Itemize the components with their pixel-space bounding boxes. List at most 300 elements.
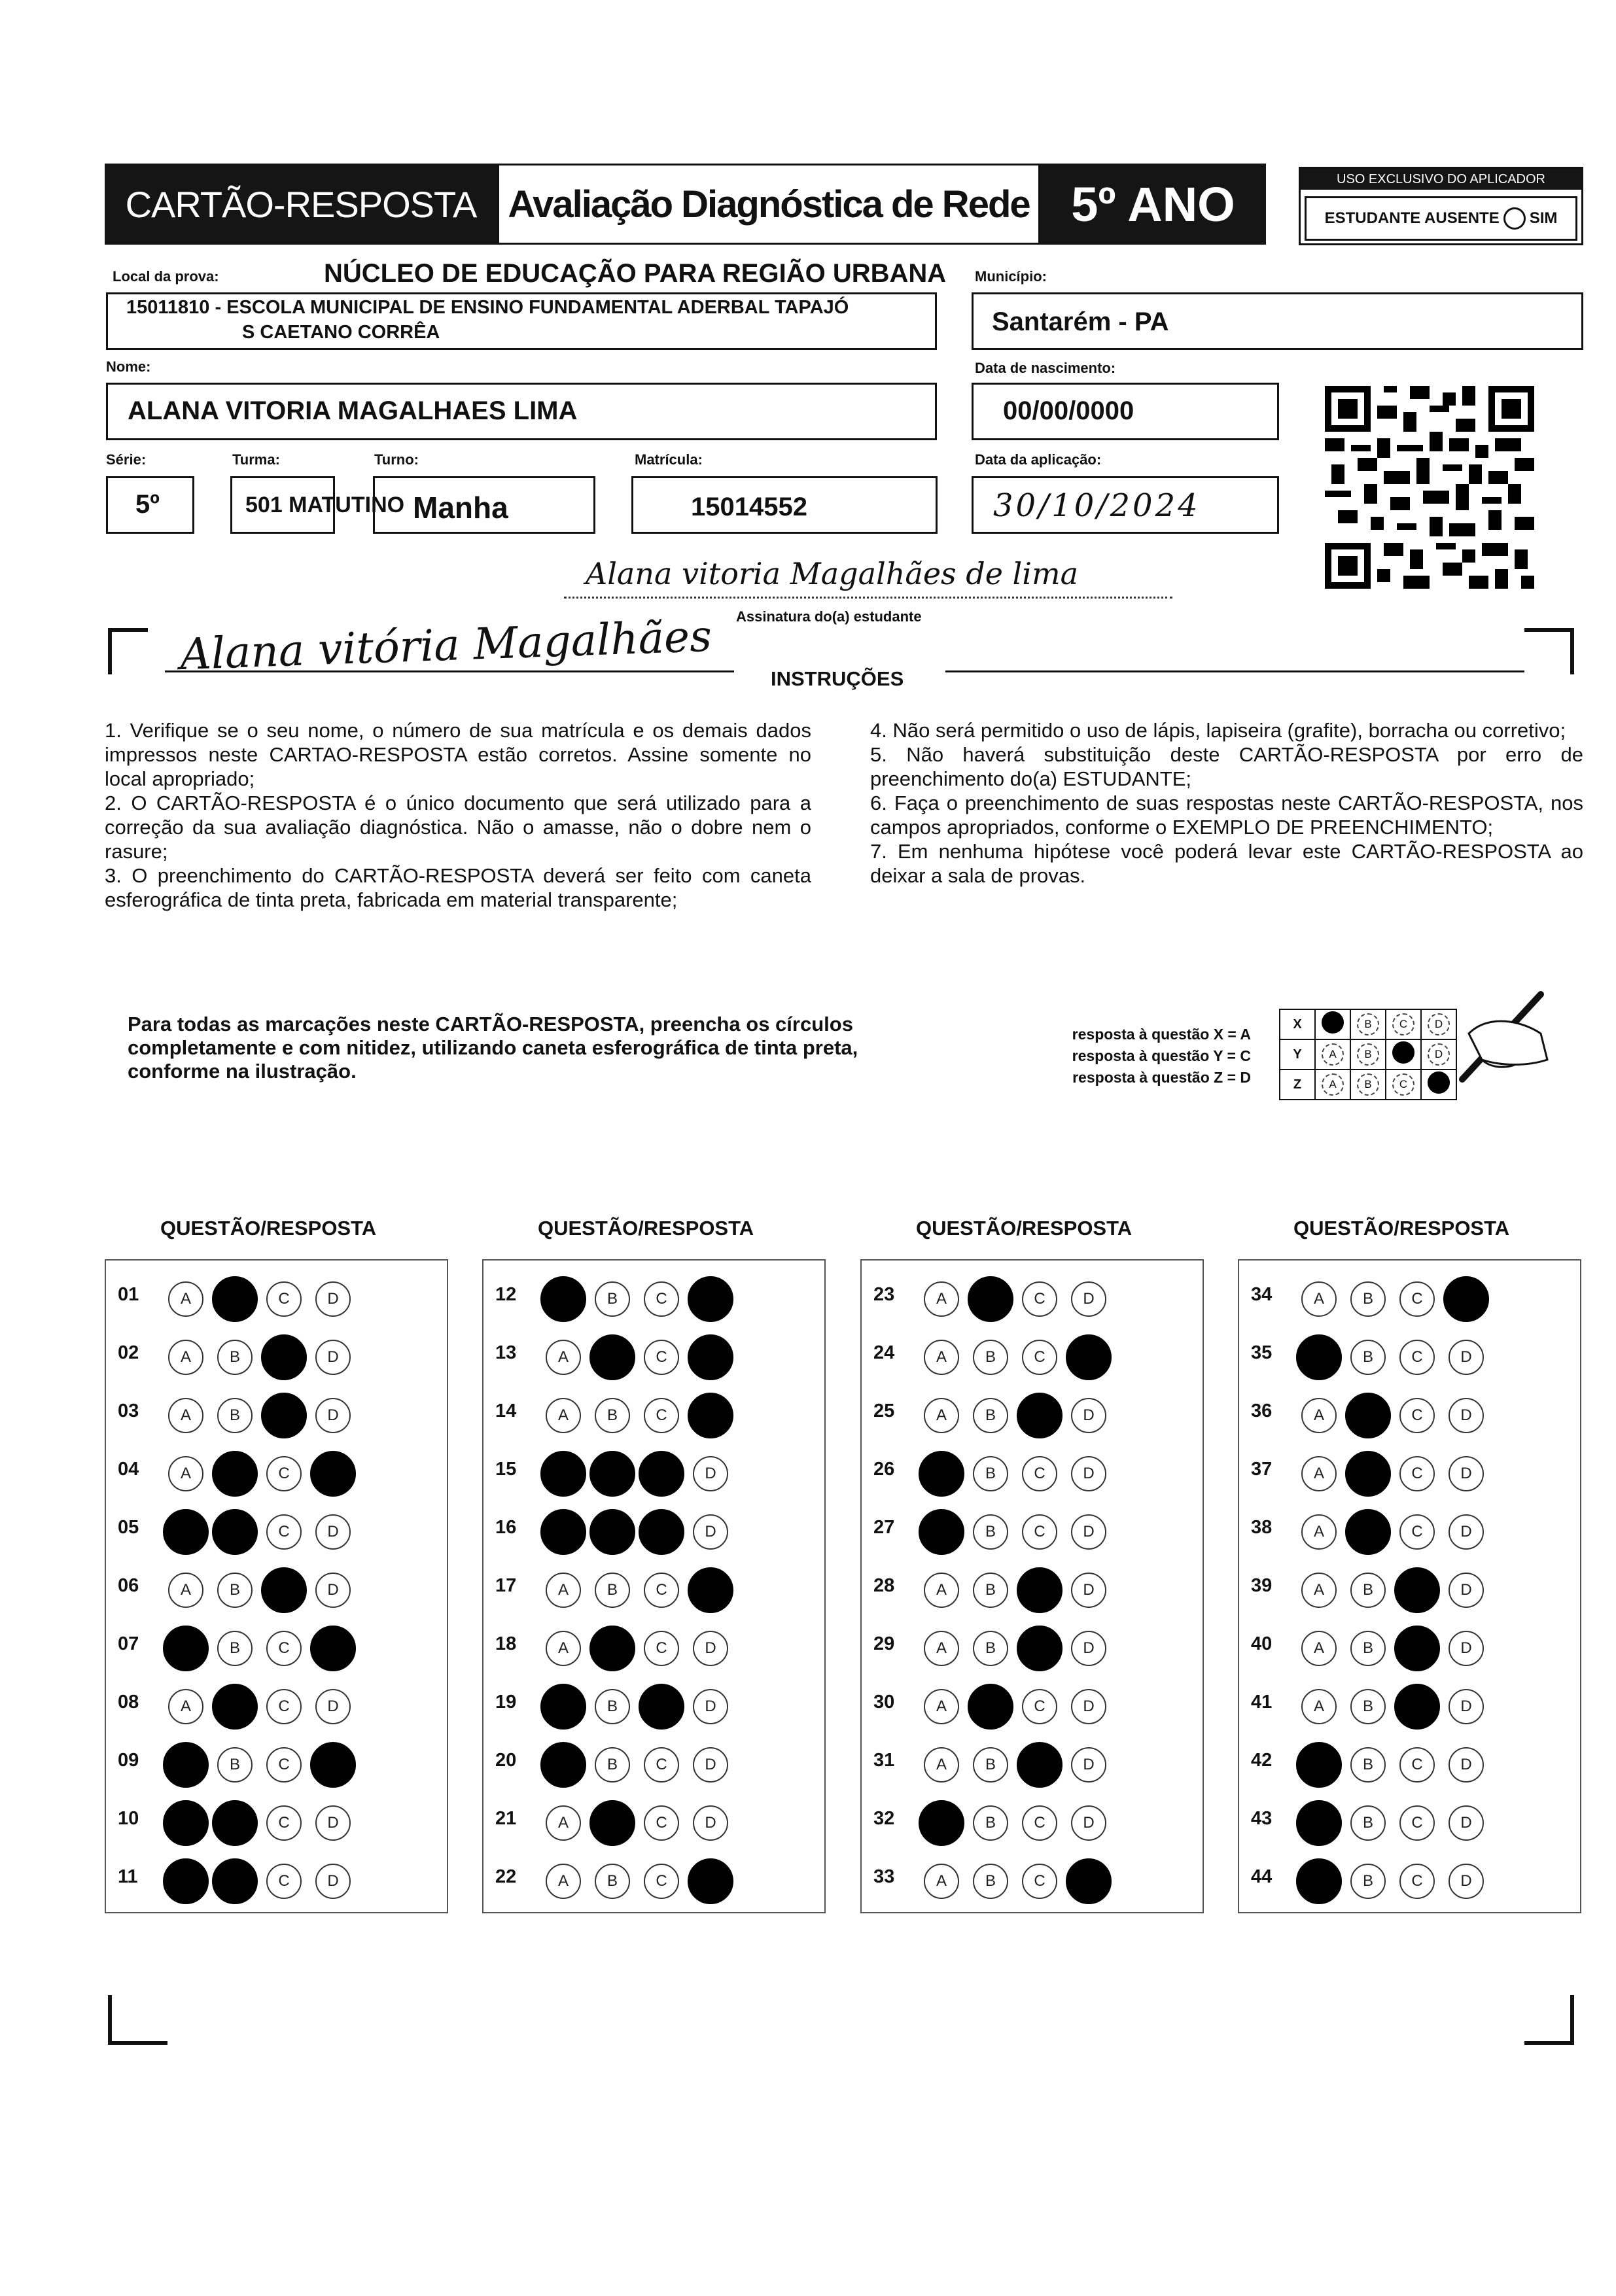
answer-row bbox=[862, 1559, 1203, 1617]
answer-bubble-c[interactable]: C bbox=[1022, 1456, 1057, 1491]
corner-mark-bottom-right bbox=[1524, 1995, 1574, 2045]
question-number: 10 bbox=[118, 1808, 139, 1829]
answer-bubble-c[interactable]: C bbox=[1022, 1340, 1057, 1375]
answer-bubble-a[interactable]: A bbox=[546, 1805, 581, 1841]
answer-bubble-b[interactable] bbox=[1345, 1451, 1391, 1497]
answer-bubble-a[interactable]: A bbox=[924, 1340, 959, 1375]
shift-box bbox=[373, 476, 595, 534]
answer-row bbox=[483, 1559, 824, 1617]
answer-bubble-a[interactable]: A bbox=[168, 1689, 203, 1724]
answer-row bbox=[862, 1618, 1203, 1675]
question-number: 36 bbox=[1251, 1400, 1273, 1421]
answer-bubble-d[interactable]: D bbox=[1449, 1689, 1484, 1724]
answer-bubble-d[interactable]: D bbox=[1071, 1805, 1106, 1841]
answer-bubble-c[interactable]: C bbox=[1022, 1805, 1057, 1841]
answer-bubble-c[interactable] bbox=[1394, 1626, 1440, 1671]
answer-bubble-b[interactable]: B bbox=[595, 1747, 630, 1783]
answer-bubble-d[interactable]: D bbox=[315, 1864, 351, 1899]
answer-bubble-a[interactable]: A bbox=[168, 1398, 203, 1433]
answer-bubble-a[interactable]: A bbox=[924, 1573, 959, 1608]
answer-bubble-b[interactable]: B bbox=[1350, 1573, 1386, 1608]
answer-row bbox=[483, 1851, 824, 1908]
answer-bubble-d[interactable]: D bbox=[1449, 1456, 1484, 1491]
answer-bubble-c[interactable] bbox=[1017, 1567, 1063, 1613]
answer-bubble-c[interactable]: C bbox=[266, 1864, 302, 1899]
answer-bubble-d[interactable] bbox=[1066, 1858, 1112, 1904]
answer-bubble-c[interactable]: C bbox=[1399, 1281, 1435, 1317]
answer-bubble-d[interactable]: D bbox=[1449, 1805, 1484, 1841]
answer-bubble-d[interactable]: D bbox=[1071, 1398, 1106, 1433]
question-number: 34 bbox=[1251, 1284, 1273, 1305]
answer-bubble-c[interactable]: C bbox=[644, 1398, 679, 1433]
answer-bubble-d[interactable] bbox=[688, 1858, 733, 1904]
yes-label: SIM bbox=[1529, 209, 1558, 227]
answer-bubble-b[interactable]: B bbox=[217, 1573, 253, 1608]
answer-bubble-d[interactable]: D bbox=[1071, 1689, 1106, 1724]
answer-row bbox=[483, 1792, 824, 1850]
answer-row bbox=[106, 1327, 447, 1384]
answer-bubble-c[interactable]: C bbox=[644, 1805, 679, 1841]
answer-bubble-b[interactable] bbox=[212, 1509, 258, 1555]
answer-bubble-d[interactable]: D bbox=[693, 1689, 728, 1724]
answer-bubble-b[interactable] bbox=[968, 1276, 1013, 1322]
answer-row bbox=[483, 1385, 824, 1442]
class-label: Turma: bbox=[232, 451, 280, 468]
answer-bubble-d[interactable]: D bbox=[1071, 1747, 1106, 1783]
answer-bubble-d[interactable] bbox=[310, 1451, 356, 1497]
enrollment-label: Matrícula: bbox=[635, 451, 703, 468]
answer-bubble-c[interactable]: C bbox=[1022, 1689, 1057, 1724]
answer-bubble-a[interactable]: A bbox=[924, 1689, 959, 1724]
answer-bubble-a[interactable] bbox=[540, 1742, 586, 1788]
answer-bubble-c[interactable]: C bbox=[1399, 1398, 1435, 1433]
answer-bubble-b[interactable] bbox=[589, 1451, 635, 1497]
answer-row bbox=[862, 1327, 1203, 1384]
answer-bubble-c[interactable]: C bbox=[644, 1573, 679, 1608]
instruction-6: 6. Faça o preenchimento de suas respostas neste CARTÃO-RESPOSTA, nos campos apropriados, conforme o EXEMPLO DE PREENCHIMENTO; bbox=[870, 791, 1583, 839]
answer-bubble-a[interactable] bbox=[540, 1684, 586, 1730]
fill-instruction: Para todas as marcações neste CARTÃO-RESPOSTA, preencha os círculos completamente e com nitidez, utilizando caneta esferográfica de tinta preta, conforme na ilustração. bbox=[128, 1013, 858, 1083]
answer-row bbox=[1239, 1851, 1580, 1908]
answer-bubble-b[interactable]: B bbox=[973, 1340, 1008, 1375]
question-number: 18 bbox=[495, 1633, 517, 1654]
answer-bubble-d[interactable]: D bbox=[693, 1805, 728, 1841]
answer-row bbox=[106, 1385, 447, 1442]
answer-bubble-b[interactable]: B bbox=[217, 1747, 253, 1783]
answer-bubble-c[interactable]: C bbox=[266, 1631, 302, 1666]
answer-row bbox=[106, 1676, 447, 1733]
question-number: 06 bbox=[118, 1575, 139, 1596]
answer-bubble-c[interactable]: C bbox=[1399, 1747, 1435, 1783]
answer-bubble-b[interactable]: B bbox=[595, 1864, 630, 1899]
answer-bubble-a[interactable]: A bbox=[924, 1631, 959, 1666]
answer-bubble-a[interactable] bbox=[919, 1451, 964, 1497]
answer-bubble-a[interactable]: A bbox=[1301, 1398, 1337, 1433]
answer-bubble-d[interactable]: D bbox=[1071, 1514, 1106, 1550]
answer-bubble-a[interactable]: A bbox=[546, 1398, 581, 1433]
answer-bubble-a[interactable]: A bbox=[546, 1864, 581, 1899]
question-number: 19 bbox=[495, 1692, 517, 1713]
absent-bubble[interactable] bbox=[1503, 207, 1526, 230]
answer-bubble-c[interactable] bbox=[1394, 1684, 1440, 1730]
answer-column bbox=[105, 1259, 448, 1913]
answer-bubble-c[interactable]: C bbox=[1022, 1514, 1057, 1550]
answer-bubble-a[interactable] bbox=[1296, 1334, 1342, 1380]
answer-bubble-a[interactable]: A bbox=[924, 1747, 959, 1783]
answer-bubble-d[interactable] bbox=[688, 1393, 733, 1438]
answer-bubble-d[interactable] bbox=[688, 1567, 733, 1613]
birth-date-value: 00/00/0000 bbox=[1003, 396, 1134, 425]
series-label: Série: bbox=[106, 451, 147, 468]
answer-bubble-d[interactable]: D bbox=[1449, 1864, 1484, 1899]
answer-bubble-d[interactable]: D bbox=[693, 1631, 728, 1666]
answer-bubble-a[interactable]: A bbox=[546, 1631, 581, 1666]
answer-bubble-b[interactable]: B bbox=[973, 1514, 1008, 1550]
question-number: 28 bbox=[873, 1575, 895, 1596]
answer-bubble-b[interactable]: B bbox=[595, 1281, 630, 1317]
answer-bubble-d[interactable]: D bbox=[315, 1689, 351, 1724]
answer-bubble-c[interactable]: C bbox=[1022, 1864, 1057, 1899]
answer-bubble-a[interactable] bbox=[540, 1451, 586, 1497]
question-number: 01 bbox=[118, 1284, 139, 1305]
exam-location-label: Local da prova: bbox=[113, 268, 219, 285]
answer-bubble-a[interactable]: A bbox=[1301, 1631, 1337, 1666]
grade-label: 5º ANO bbox=[1040, 164, 1266, 245]
answer-bubble-d[interactable]: D bbox=[693, 1747, 728, 1783]
answer-row bbox=[106, 1501, 447, 1559]
answer-bubble-b[interactable]: B bbox=[595, 1398, 630, 1433]
question-number: 41 bbox=[1251, 1692, 1273, 1713]
question-number: 15 bbox=[495, 1459, 517, 1480]
question-number: 09 bbox=[118, 1750, 139, 1771]
school-box bbox=[106, 292, 937, 350]
class-value: 501 MATUTINO bbox=[245, 493, 405, 517]
municipality-value: Santarém - PA bbox=[992, 307, 1169, 336]
answer-bubble-c[interactable]: C bbox=[266, 1747, 302, 1783]
answer-bubble-b[interactable] bbox=[589, 1800, 635, 1846]
answer-bubble-b[interactable] bbox=[1345, 1509, 1391, 1555]
question-number: 14 bbox=[495, 1400, 517, 1421]
answer-bubble-b[interactable]: B bbox=[595, 1573, 630, 1608]
question-number: 25 bbox=[873, 1400, 895, 1421]
answer-bubble-c[interactable]: C bbox=[266, 1689, 302, 1724]
enrollment-box bbox=[631, 476, 938, 534]
answer-row bbox=[106, 1443, 447, 1501]
section-title: QUESTÃO/RESPOSTA bbox=[916, 1217, 1133, 1240]
answer-row bbox=[106, 1792, 447, 1850]
answer-bubble-c[interactable]: C bbox=[644, 1864, 679, 1899]
question-number: 23 bbox=[873, 1284, 895, 1305]
answer-row bbox=[862, 1385, 1203, 1442]
answer-bubble-d[interactable]: D bbox=[1449, 1631, 1484, 1666]
answer-bubble-c[interactable]: C bbox=[1399, 1864, 1435, 1899]
example-z: resposta à questão Z = D bbox=[1072, 1069, 1251, 1086]
answer-bubble-b[interactable] bbox=[589, 1334, 635, 1380]
answer-row bbox=[862, 1734, 1203, 1792]
answer-bubble-a[interactable]: A bbox=[924, 1398, 959, 1433]
answer-bubble-a[interactable]: A bbox=[546, 1340, 581, 1375]
name-box bbox=[106, 383, 937, 440]
signature-line bbox=[564, 597, 1172, 599]
answer-bubble-c[interactable]: C bbox=[1399, 1456, 1435, 1491]
section-title: QUESTÃO/RESPOSTA bbox=[538, 1217, 754, 1240]
application-date-value: 30/10/2024 bbox=[993, 487, 1201, 524]
example-table: X B C D Y A B D Z A B C bbox=[1279, 1009, 1457, 1100]
answer-bubble-b[interactable]: B bbox=[1350, 1864, 1386, 1899]
series-box bbox=[106, 476, 194, 534]
answer-row bbox=[1239, 1792, 1580, 1850]
signature-label: Assinatura do(a) estudante bbox=[736, 608, 922, 625]
answer-bubble-a[interactable]: A bbox=[1301, 1456, 1337, 1491]
answer-bubble-d[interactable]: D bbox=[315, 1340, 351, 1375]
answer-bubble-a[interactable]: A bbox=[924, 1281, 959, 1317]
answer-row bbox=[483, 1501, 824, 1559]
question-number: 13 bbox=[495, 1342, 517, 1363]
pen-hand-icon bbox=[1443, 988, 1560, 1092]
answer-bubble-c[interactable] bbox=[1017, 1742, 1063, 1788]
answer-bubble-d[interactable]: D bbox=[1071, 1281, 1106, 1317]
answer-bubble-c[interactable] bbox=[1017, 1626, 1063, 1671]
answer-bubble-d[interactable] bbox=[1066, 1334, 1112, 1380]
instruction-2: 2. O CARTÃO-RESPOSTA é o único documento que será utilizado para a correção da sua avaliação diagnóstica. Não o amasse, não o dobre nem o rasure; bbox=[105, 791, 811, 863]
answer-bubble-b[interactable]: B bbox=[973, 1747, 1008, 1783]
answer-bubble-a[interactable]: A bbox=[168, 1573, 203, 1608]
answer-bubble-a[interactable]: A bbox=[168, 1456, 203, 1491]
answer-bubble-b[interactable]: B bbox=[1350, 1805, 1386, 1841]
answer-bubble-b[interactable]: B bbox=[973, 1398, 1008, 1433]
answer-bubble-b[interactable] bbox=[1345, 1393, 1391, 1438]
question-number: 39 bbox=[1251, 1575, 1273, 1596]
instructions-left bbox=[105, 718, 811, 912]
answer-bubble-c[interactable]: C bbox=[644, 1747, 679, 1783]
question-number: 44 bbox=[1251, 1866, 1273, 1887]
question-number: 37 bbox=[1251, 1459, 1273, 1480]
instructions-right bbox=[870, 718, 1583, 888]
answer-bubble-c[interactable] bbox=[1394, 1567, 1440, 1613]
answer-bubble-d[interactable] bbox=[310, 1742, 356, 1788]
answer-bubble-c[interactable]: C bbox=[266, 1456, 302, 1491]
series-value: 5º bbox=[135, 490, 160, 519]
answer-bubble-b[interactable]: B bbox=[1350, 1689, 1386, 1724]
answer-bubble-c[interactable] bbox=[639, 1684, 684, 1730]
question-number: 32 bbox=[873, 1808, 895, 1829]
answer-bubble-d[interactable] bbox=[1443, 1276, 1489, 1322]
answer-bubble-d[interactable]: D bbox=[1449, 1573, 1484, 1608]
answer-bubble-d[interactable]: D bbox=[315, 1805, 351, 1841]
answer-bubble-b[interactable]: B bbox=[1350, 1631, 1386, 1666]
answer-bubble-a[interactable] bbox=[919, 1509, 964, 1555]
answer-bubble-b[interactable]: B bbox=[595, 1689, 630, 1724]
answer-bubble-a[interactable] bbox=[163, 1858, 209, 1904]
answer-bubble-d[interactable] bbox=[688, 1276, 733, 1322]
answer-bubble-b[interactable]: B bbox=[973, 1805, 1008, 1841]
answer-bubble-b[interactable] bbox=[212, 1800, 258, 1846]
answer-bubble-a[interactable]: A bbox=[546, 1573, 581, 1608]
answer-bubble-c[interactable]: C bbox=[1399, 1514, 1435, 1550]
answer-bubble-b[interactable]: B bbox=[973, 1864, 1008, 1899]
answer-column bbox=[482, 1259, 826, 1913]
answer-bubble-b[interactable] bbox=[589, 1626, 635, 1671]
municipality-box bbox=[972, 292, 1583, 350]
question-number: 21 bbox=[495, 1808, 517, 1829]
answer-row bbox=[483, 1268, 824, 1326]
question-number: 05 bbox=[118, 1517, 139, 1538]
answer-bubble-c[interactable] bbox=[1017, 1393, 1063, 1438]
application-date-label: Data da aplicação: bbox=[975, 451, 1102, 468]
answer-bubble-a[interactable] bbox=[163, 1742, 209, 1788]
answer-bubble-d[interactable]: D bbox=[1449, 1398, 1484, 1433]
municipality-label: Município: bbox=[975, 268, 1047, 285]
answer-bubble-d[interactable]: D bbox=[315, 1514, 351, 1550]
answer-bubble-a[interactable] bbox=[1296, 1858, 1342, 1904]
answer-bubble-c[interactable]: C bbox=[644, 1281, 679, 1317]
answer-bubble-d[interactable]: D bbox=[1449, 1340, 1484, 1375]
answer-row bbox=[1239, 1676, 1580, 1733]
answer-row bbox=[862, 1676, 1203, 1733]
answer-bubble-a[interactable]: A bbox=[168, 1340, 203, 1375]
corner-mark-top-left bbox=[108, 628, 148, 674]
question-number: 11 bbox=[118, 1866, 138, 1887]
answer-bubble-b[interactable]: B bbox=[1350, 1281, 1386, 1317]
answer-row bbox=[862, 1443, 1203, 1501]
answer-bubble-b[interactable]: B bbox=[1350, 1747, 1386, 1783]
answer-row bbox=[1239, 1327, 1580, 1384]
answer-bubble-b[interactable]: B bbox=[217, 1631, 253, 1666]
region-text: NÚCLEO DE EDUCAÇÃO PARA REGIÃO URBANA bbox=[324, 259, 947, 288]
answer-bubble-b[interactable] bbox=[968, 1684, 1013, 1730]
question-number: 08 bbox=[118, 1692, 139, 1713]
answer-bubble-a[interactable] bbox=[540, 1509, 586, 1555]
answer-bubble-b[interactable] bbox=[212, 1684, 258, 1730]
answer-bubble-d[interactable]: D bbox=[1071, 1456, 1106, 1491]
answer-row bbox=[862, 1851, 1203, 1908]
answer-bubble-d[interactable]: D bbox=[1449, 1514, 1484, 1550]
answer-bubble-c[interactable]: C bbox=[1399, 1805, 1435, 1841]
enrollment-value: 15014552 bbox=[691, 493, 807, 521]
answer-bubble-b[interactable]: B bbox=[217, 1340, 253, 1375]
answer-bubble-c[interactable]: C bbox=[644, 1631, 679, 1666]
answer-bubble-d[interactable] bbox=[688, 1334, 733, 1380]
answer-bubble-a[interactable]: A bbox=[168, 1281, 203, 1317]
answer-bubble-a[interactable] bbox=[163, 1509, 209, 1555]
answer-bubble-d[interactable]: D bbox=[315, 1398, 351, 1433]
question-number: 22 bbox=[495, 1866, 517, 1887]
answer-bubble-c[interactable]: C bbox=[266, 1281, 302, 1317]
answer-bubble-b[interactable]: B bbox=[973, 1573, 1008, 1608]
answer-bubble-b[interactable] bbox=[212, 1858, 258, 1904]
question-number: 40 bbox=[1251, 1633, 1273, 1654]
answer-bubble-c[interactable]: C bbox=[1022, 1281, 1057, 1317]
answer-bubble-d[interactable]: D bbox=[693, 1456, 728, 1491]
answer-bubble-c[interactable] bbox=[261, 1567, 307, 1613]
answer-bubble-b[interactable]: B bbox=[973, 1456, 1008, 1491]
answer-row bbox=[1239, 1443, 1580, 1501]
instructions-rule-left bbox=[165, 670, 734, 672]
answer-row bbox=[483, 1734, 824, 1792]
answer-bubble-a[interactable] bbox=[540, 1276, 586, 1322]
answer-bubble-d[interactable]: D bbox=[1071, 1631, 1106, 1666]
answer-bubble-c[interactable] bbox=[261, 1334, 307, 1380]
answer-bubble-d[interactable]: D bbox=[1449, 1747, 1484, 1783]
answer-bubble-a[interactable] bbox=[919, 1800, 964, 1846]
answer-bubble-c[interactable]: C bbox=[644, 1340, 679, 1375]
answer-row bbox=[1239, 1618, 1580, 1675]
question-number: 17 bbox=[495, 1575, 517, 1596]
card-title: CARTÃO-RESPOSTA bbox=[105, 164, 497, 245]
shift-value: Manha bbox=[413, 491, 508, 525]
question-number: 02 bbox=[118, 1342, 139, 1363]
answer-bubble-c[interactable] bbox=[639, 1451, 684, 1497]
answer-row bbox=[483, 1443, 824, 1501]
answer-bubble-d[interactable]: D bbox=[315, 1573, 351, 1608]
answer-column bbox=[860, 1259, 1204, 1913]
answer-bubble-a[interactable] bbox=[163, 1626, 209, 1671]
answer-bubble-a[interactable] bbox=[1296, 1742, 1342, 1788]
answer-bubble-b[interactable] bbox=[212, 1451, 258, 1497]
answer-row bbox=[106, 1618, 447, 1675]
answer-bubble-b[interactable]: B bbox=[217, 1398, 253, 1433]
applicator-box bbox=[1299, 167, 1583, 245]
question-number: 16 bbox=[495, 1517, 517, 1538]
instruction-7: 7. Em nenhuma hipótese você poderá levar este CARTÃO-RESPOSTA ao deixar a sala de provas. bbox=[870, 840, 1583, 887]
answer-bubble-b[interactable] bbox=[589, 1509, 635, 1555]
answer-bubble-a[interactable] bbox=[1296, 1800, 1342, 1846]
signature-handwritten-main: Alana vitória Magalhães bbox=[179, 610, 713, 680]
answer-row bbox=[483, 1618, 824, 1675]
answer-bubble-c[interactable] bbox=[261, 1393, 307, 1438]
instruction-4: 4. Não será permitido o uso de lápis, lapiseira (grafite), borracha ou corretivo; bbox=[870, 719, 1566, 742]
answer-bubble-a[interactable]: A bbox=[1301, 1514, 1337, 1550]
answer-row bbox=[106, 1268, 447, 1326]
question-number: 38 bbox=[1251, 1517, 1273, 1538]
question-number: 29 bbox=[873, 1633, 895, 1654]
answer-bubble-b[interactable]: B bbox=[973, 1631, 1008, 1666]
example-legend bbox=[1035, 1024, 1251, 1088]
question-number: 43 bbox=[1251, 1808, 1273, 1829]
answer-bubble-a[interactable] bbox=[163, 1800, 209, 1846]
answer-bubble-b[interactable] bbox=[212, 1276, 258, 1322]
answer-row bbox=[483, 1327, 824, 1384]
answer-row bbox=[1239, 1268, 1580, 1326]
answer-bubble-d[interactable]: D bbox=[315, 1281, 351, 1317]
question-number: 04 bbox=[118, 1459, 139, 1480]
answer-bubble-d[interactable]: D bbox=[693, 1514, 728, 1550]
answer-bubble-b[interactable]: B bbox=[1350, 1340, 1386, 1375]
answer-bubble-d[interactable] bbox=[310, 1626, 356, 1671]
answer-bubble-a[interactable]: A bbox=[1301, 1281, 1337, 1317]
answer-row bbox=[862, 1792, 1203, 1850]
answer-row bbox=[1239, 1559, 1580, 1617]
birth-date-label: Data de nascimento: bbox=[975, 360, 1116, 376]
answer-bubble-a[interactable]: A bbox=[924, 1864, 959, 1899]
corner-mark-bottom-left bbox=[108, 1995, 167, 2045]
answer-bubble-a[interactable]: A bbox=[1301, 1689, 1337, 1724]
answer-bubble-c[interactable] bbox=[639, 1509, 684, 1555]
answer-bubble-d[interactable]: D bbox=[1071, 1573, 1106, 1608]
answer-bubble-c[interactable]: C bbox=[266, 1805, 302, 1841]
section-title: QUESTÃO/RESPOSTA bbox=[160, 1217, 377, 1240]
answer-bubble-c[interactable]: C bbox=[1399, 1340, 1435, 1375]
name-label: Nome: bbox=[106, 358, 151, 375]
answer-bubble-a[interactable]: A bbox=[1301, 1573, 1337, 1608]
question-number: 20 bbox=[495, 1750, 517, 1771]
answer-bubble-c[interactable]: C bbox=[266, 1514, 302, 1550]
school-line-2: S CAETANO CORRÊA bbox=[242, 322, 440, 343]
assessment-title: Avaliação Diagnóstica de Rede bbox=[497, 164, 1040, 245]
birth-date-box bbox=[972, 383, 1279, 440]
question-number: 35 bbox=[1251, 1342, 1273, 1363]
question-number: 26 bbox=[873, 1459, 895, 1480]
